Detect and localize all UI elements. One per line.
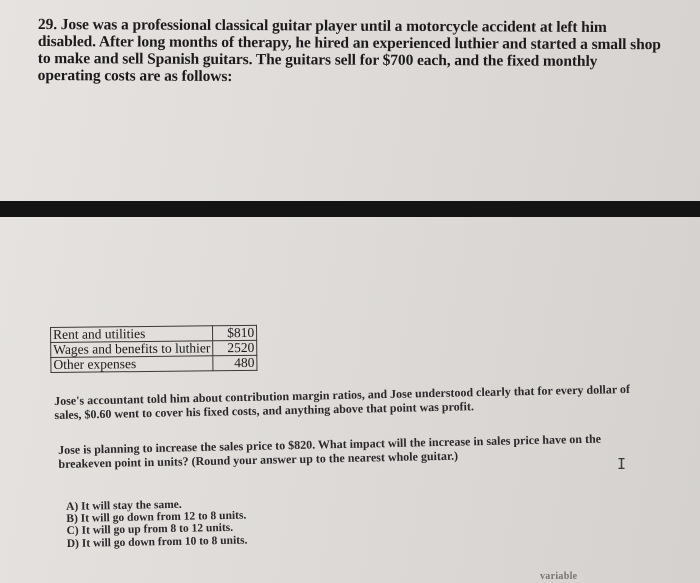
cost-label: Wages and benefits to luthier [51,341,213,358]
partial-bottom-text: variable [540,571,578,582]
table-row [51,355,257,372]
price-increase-question: Jose is planning to increase the sales price to $820. What impact will the increase in sales price have on the breakeven point in units? (Round your answer up to the nearest whole guitar.) [58,431,602,471]
cost-amount: 2520 [213,340,257,355]
question-text: 29. Jose was a professional classical guitar player until a motorcycle accident at left him disabled. After long months of therapy, he hired an experienced luthier and started a small shop to make and sell Spanish guitars. The guitars sell for $700 each, and the fixed monthly operating costs are as follows: [37,16,661,86]
cost-amount: $810 [213,325,257,340]
option-c[interactable]: C) It will go up from 8 to 12 units. [66,522,234,538]
text-cursor-icon: I [617,455,627,473]
option-a[interactable]: A) It will stay the same. [66,498,182,513]
accountant-paragraph: Jose's accountant told him about contribution margin ratios, and Jose understood clearly that for every dollar of sales, $0.60 went to cover his fixed costs, and anything above that point was profit. [54,381,631,422]
fixed-costs-table [50,325,258,373]
cost-amount: 480 [213,355,257,370]
option-b[interactable]: B) It will go down from 12 to 8 units. [66,509,247,526]
black-divider-bar [0,201,700,217]
cost-label: Other expenses [51,356,213,373]
cost-label: Rent and utilities [51,326,213,343]
option-d[interactable]: D) It will go down from 10 to 8 units. [66,534,248,550]
answer-options [66,498,248,550]
